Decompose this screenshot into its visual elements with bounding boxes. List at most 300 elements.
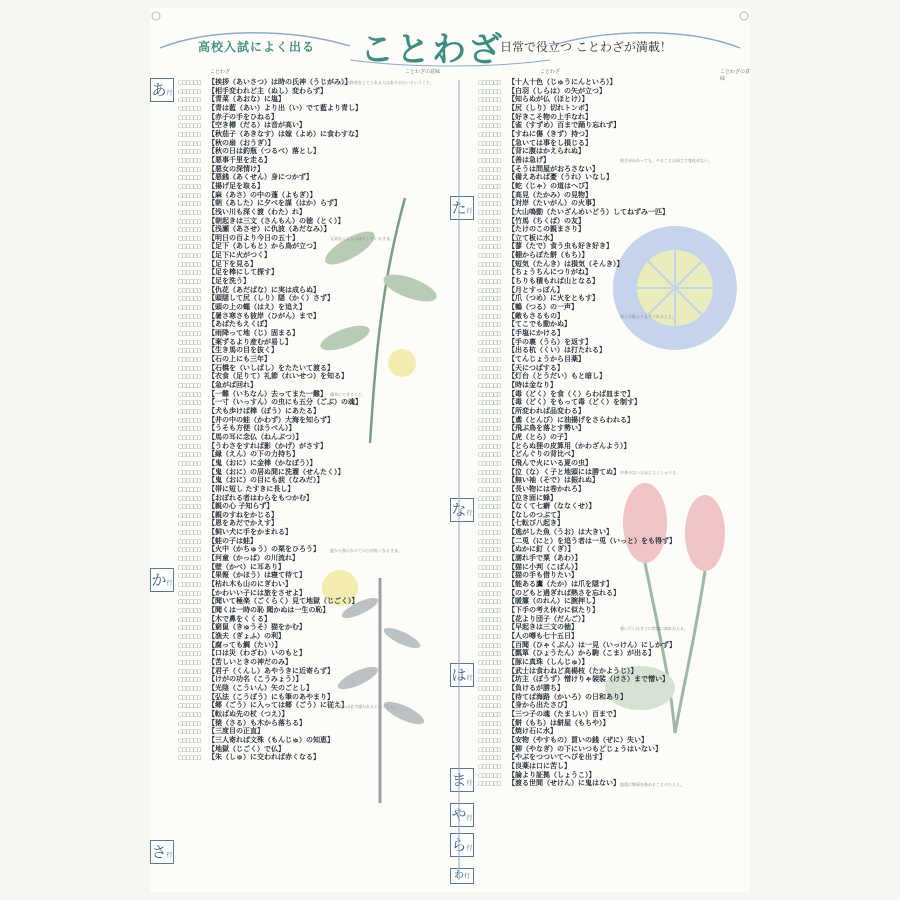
answer-blank: □□□□□□: [178, 417, 201, 424]
answer-blank: □□□□□□: [178, 88, 201, 95]
answer-blank: □□□□□□: [478, 763, 501, 770]
proverb-text: 【口は災（わざわ）いのもと】: [208, 649, 306, 658]
proverb-text: 【どんぐりの背比べ】: [508, 450, 578, 459]
kana-tab-ka[interactable]: か行: [150, 568, 174, 592]
answer-blank: □□□□□□: [478, 564, 501, 571]
answer-blank: □□□□□□: [178, 582, 201, 589]
proverb-text: 【七転び八起き】: [508, 519, 564, 528]
answer-blank: □□□□□□: [178, 201, 201, 208]
proverb-text: 【対岸（たいがん）の火事】: [508, 199, 599, 208]
proverb-text: 【瓢箪（ひょうたん）から駒（こま）が出る】: [508, 649, 655, 658]
proverb-row: [178, 268, 468, 277]
answer-blank: □□□□□□: [178, 538, 201, 545]
proverb-text: 【ぬかに釘（くぎ）】: [508, 545, 575, 554]
proverb-text: 【飛ぶ鳥を落とす勢い】: [508, 424, 585, 433]
answer-blank: □□□□□□: [178, 486, 201, 493]
meaning-hint: 慎重に物事を進めることのたとえ。: [620, 782, 685, 787]
proverb-text: 【けがの功名（こうみょう）】: [208, 675, 303, 684]
proverb-text: 【能ある鷹（たか）は爪を隠す】: [508, 580, 613, 589]
answer-blank: □□□□□□: [478, 729, 501, 736]
proverb-row: [178, 121, 468, 130]
answer-blank: □□□□□□: [478, 443, 501, 450]
proverb-row: [478, 130, 768, 139]
answer-blank: □□□□□□: [478, 625, 501, 632]
proverb-text: 【なしのつぶて】: [508, 510, 564, 519]
proverb-row: [178, 355, 468, 364]
answer-blank: □□□□□□: [178, 305, 201, 312]
proverb-text: 【地獄（じごく）で仏】: [208, 744, 285, 753]
proverb-row: [478, 641, 768, 650]
poster-sheet: [150, 8, 750, 892]
header: [150, 8, 750, 70]
proverb-row: [478, 346, 768, 355]
answer-blank: □□□□□□: [478, 80, 501, 86]
proverb-row: [178, 364, 468, 373]
answer-blank: □□□□□□: [178, 685, 201, 692]
proverb-text: 【下手の考え休むに似たり】: [508, 606, 599, 615]
answer-blank: □□□□□□: [178, 331, 201, 338]
proverb-text: 【悪女の深情け】: [208, 164, 264, 173]
answer-blank: □□□□□□: [178, 261, 201, 268]
proverb-text: 【やぶをつついてへびを出す】: [508, 753, 606, 762]
proverb-row: [478, 199, 768, 208]
proverb-row: [478, 632, 768, 641]
proverb-text: 【郷（ごう）に入っては郷（ごう）に従え】: [208, 701, 348, 710]
proverb-row: [478, 459, 768, 468]
proverb-row: [178, 242, 468, 251]
proverb-row: [478, 494, 768, 503]
answer-blank: □□□□□□: [478, 305, 501, 312]
answer-blank: □□□□□□: [478, 227, 501, 234]
proverb-row: [478, 416, 768, 425]
proverb-row: [178, 667, 468, 676]
proverb-row: [478, 519, 768, 528]
answer-blank: □□□□□□: [478, 253, 501, 260]
proverb-row: [478, 303, 768, 312]
answer-blank: □□□□□□: [478, 192, 501, 199]
proverb-text: 【親のすねをかじる】: [208, 510, 278, 519]
answer-blank: □□□□□□: [178, 642, 201, 649]
right-proverb-column: [478, 78, 768, 788]
proverb-text: 【たけのこの親まさり】: [508, 225, 585, 234]
proverb-row: [178, 623, 468, 632]
answer-blank: □□□□□□: [178, 235, 201, 242]
answer-blank: □□□□□□: [478, 755, 501, 762]
proverb-text: 【うそも方便（ほうべん）】: [208, 424, 296, 433]
proverb-text: 【麻（あさ）の中の蓬（よもぎ）】: [208, 190, 317, 199]
proverb-text: 【鳶（とんび）に油揚げをさらわれる】: [508, 415, 634, 424]
proverb-text: 【聞いて極楽（ごくらく）見て地獄（じごく）】: [208, 597, 359, 606]
proverb-text: 【秋の扇（おうぎ）】: [208, 138, 275, 147]
answer-blank: □□□□□□: [178, 391, 201, 398]
proverb-text: 【毒（どく）をもって毒（どく）を制す】: [508, 398, 641, 407]
proverb-text: 【身から出たさび】: [508, 701, 571, 710]
proverb-text: 【猫に小判（こばん）】: [508, 562, 582, 571]
proverb-text: 【坊主（ぼうず）憎けりゃ袈裟（けさ）まで憎い】: [508, 675, 669, 684]
proverb-text: 【恩をあだでかえす】: [208, 519, 278, 528]
proverb-text: 【飼い犬に手をかまれる】: [208, 528, 292, 537]
proverb-row: [478, 104, 768, 113]
proverb-row: [478, 381, 768, 390]
proverb-text: 【長い物には巻かれろ】: [508, 484, 585, 493]
answer-blank: □□□□□□: [478, 374, 501, 381]
answer-blank: □□□□□□: [478, 737, 501, 744]
answer-blank: □□□□□□: [178, 651, 201, 658]
proverb-row: [478, 450, 768, 459]
proverb-text: 【無い袖（そで）は振れぬ】: [508, 476, 599, 485]
proverb-text: 【月とすっぽん】: [508, 285, 564, 294]
answer-blank: □□□□□□: [478, 685, 501, 692]
proverb-text: 【渡る世間（せけん）に鬼はない】: [508, 779, 620, 788]
proverb-row: [478, 398, 768, 407]
proverb-text: 【聞くは一時の恥 聞かぬは一生の恥】: [208, 606, 330, 615]
proverb-row: [478, 294, 768, 303]
proverb-text: 【時は金なり】: [508, 380, 557, 389]
proverb-row: [178, 684, 468, 693]
proverb-text: 【光陰（こういん）矢のごとし】: [208, 683, 313, 692]
proverb-text: 【備えあれば憂（うれ）いなし】: [508, 173, 613, 182]
proverb-text: 【百聞（ひゃくぶん）は一見（いっけん）にしかず】: [508, 640, 676, 649]
proverb-text: 【青菜（あおな）に塩】: [208, 95, 285, 104]
proverb-row: [478, 745, 768, 754]
proverb-row: [178, 658, 468, 667]
answer-blank: □□□□□□: [178, 737, 201, 744]
proverb-row: [178, 199, 468, 208]
answer-blank: □□□□□□: [478, 140, 501, 147]
proverb-row: [478, 762, 768, 771]
answer-blank: □□□□□□: [178, 625, 201, 632]
answer-blank: □□□□□□: [178, 80, 201, 86]
proverb-row: [178, 710, 468, 719]
kana-tab-ta[interactable]: た行: [450, 196, 474, 220]
proverb-text: 【てんじょうから目薬】: [508, 355, 585, 363]
proverb-text: 【白羽（しらは）の矢が立つ】: [508, 86, 606, 95]
answer-blank: □□□□□□: [178, 746, 201, 753]
proverb-text: 【手塩にかける】: [508, 329, 564, 338]
proverb-row: [178, 113, 468, 122]
kana-tab-ya[interactable]: や行: [450, 803, 474, 827]
proverb-text: 【二兎（にと）を追う者は一兎（いっと）をも得ず】: [508, 536, 676, 545]
kana-tab-na[interactable]: な行: [450, 498, 474, 522]
proverb-text: 【急いては事をし損じる】: [508, 138, 592, 147]
kana-tab-wa[interactable]: わ行: [450, 868, 474, 884]
answer-blank: □□□□□□: [178, 590, 201, 597]
meaning-hint: 中身のない人ほどよくしゃべる。: [620, 470, 680, 475]
answer-blank: □□□□□□: [178, 634, 201, 640]
proverb-row: [178, 277, 468, 286]
kana-tab-ra[interactable]: ら行: [450, 833, 474, 857]
proverb-text: 【論より証拠（しょうこ）】: [508, 770, 596, 779]
proverb-text: 【一寸（いっすん）の虫にも五分（ごぶ）の魂】: [208, 398, 362, 407]
answer-blank: □□□□□□: [478, 417, 501, 424]
answer-blank: □□□□□□: [178, 192, 201, 199]
answer-blank: □□□□□□: [478, 357, 501, 363]
proverb-text: 【人の噂も七十五日】: [508, 632, 578, 640]
proverb-row: [178, 416, 468, 425]
proverb-text: 【石の上にも三年】: [208, 355, 271, 363]
answer-blank: □□□□□□: [178, 105, 201, 112]
proverb-row: [178, 165, 468, 174]
answer-blank: □□□□□□: [178, 400, 201, 407]
meaning-hint: 弟子が師よりもすぐれること。: [620, 314, 676, 319]
proverb-row: [178, 130, 468, 139]
answer-blank: □□□□□□: [478, 582, 501, 589]
answer-blank: □□□□□□: [478, 348, 501, 355]
answer-blank: □□□□□□: [178, 149, 201, 156]
proverb-text: 【苦しいときの神だのみ】: [208, 657, 292, 666]
proverb-text: 【泣（な）く子と地頭には勝てぬ】: [508, 467, 620, 476]
answer-blank: □□□□□□: [478, 746, 501, 753]
answer-blank: □□□□□□: [178, 426, 201, 433]
proverb-text: 【朱（しゅ）に交われば赤くなる】: [208, 753, 320, 762]
proverb-row: [178, 407, 468, 416]
proverb-text: 【安物（やすもの）買いの銭（ぜに）失い】: [508, 735, 648, 744]
proverb-text: 【あばたもえくぼ】: [208, 320, 271, 329]
answer-blank: □□□□□□: [478, 478, 501, 485]
meaning-hint: 悪い行いはすぐに世間に知れわたる。: [620, 626, 688, 631]
answer-blank: □□□□□□: [178, 287, 201, 294]
proverb-text: 【毒（どく）を食（く）らわば皿まで】: [508, 389, 634, 398]
proverb-row: [478, 182, 768, 191]
proverb-row: [478, 701, 768, 710]
proverb-row: [178, 528, 468, 537]
proverb-text: 【木で鼻をくくる】: [208, 614, 271, 623]
proverb-row: [178, 156, 468, 165]
answer-blank: □□□□□□: [478, 573, 501, 580]
proverb-text: 【高見（たかみ）の見物】: [508, 190, 592, 199]
proverb-text: 【帯に短し たすきに長し】: [208, 484, 295, 493]
proverb-text: 【棚からぼた餅（もち）】: [508, 251, 589, 260]
proverb-row: [178, 104, 468, 113]
proverb-text: 【暑さ寒さも彼岸（ひがん）まで】: [208, 311, 320, 320]
answer-blank: □□□□□□: [178, 313, 201, 320]
proverb-text: 【青は藍（あい）より出（い）でて藍より青し】: [208, 103, 362, 112]
proverb-text: 【相手変われど主（ぬし）変わらず】: [208, 86, 327, 95]
proverb-text: 【秋の日は釣瓶（つるべ）落とし】: [208, 147, 320, 156]
proverb-text: 【蛇（じゃ）の道はへび】: [508, 181, 592, 190]
answer-blank: □□□□□□: [178, 703, 201, 710]
proverb-text: 【おぼれる者はわらをもつかむ】: [208, 493, 313, 502]
answer-blank: □□□□□□: [478, 608, 501, 615]
proverb-text: 【柳（やなぎ）の下にいつもどじょうはいない】: [508, 744, 662, 753]
answer-blank: □□□□□□: [478, 538, 501, 545]
proverb-text: 【天につばする】: [508, 363, 564, 372]
answer-blank: □□□□□□: [178, 547, 201, 554]
proverb-text: 【足下（あしもと）から鳥が立つ】: [208, 242, 320, 251]
proverb-text: 【井の中の蛙（かわず）大海を知らず】: [208, 415, 334, 424]
proverb-text: 【浅瀬（あさせ）に仇波（あだなみ）】: [208, 225, 331, 234]
proverb-row: [178, 554, 468, 563]
answer-blank: □□□□□□: [178, 495, 201, 502]
proverb-row: [178, 727, 468, 736]
answer-blank: □□□□□□: [478, 218, 501, 225]
answer-blank: □□□□□□: [178, 374, 201, 381]
answer-blank: □□□□□□: [478, 400, 501, 407]
proverb-row: [178, 459, 468, 468]
proverb-text: 【頭の上の蠅（はえ）を追え】: [208, 303, 306, 312]
proverb-text: 【挨拶（あいさつ）は時の氏神（うじがみ）】: [208, 78, 352, 86]
answer-blank: □□□□□□: [178, 599, 201, 606]
proverb-text: 【敵もさるもの】: [508, 311, 564, 320]
proverb-text: 【浅い川も深く渡（わた）れ】: [208, 207, 306, 216]
answer-blank: □□□□□□: [478, 720, 501, 727]
proverb-text: 【足を棒にして探す】: [208, 268, 278, 277]
answer-blank: □□□□□□: [478, 651, 501, 658]
proverb-row: [178, 745, 468, 754]
answer-blank: □□□□□□: [478, 261, 501, 268]
proverb-row: [478, 242, 768, 251]
proverb-row: [178, 147, 468, 156]
answer-blank: □□□□□□: [478, 183, 501, 190]
answer-blank: □□□□□□: [478, 590, 501, 597]
proverb-row: [178, 571, 468, 580]
tagline: 日常で役立つ ことわざが満載！: [500, 40, 672, 54]
answer-blank: □□□□□□: [478, 279, 501, 286]
kana-tab-ma[interactable]: ま行: [450, 768, 474, 792]
proverb-text: 【なくて七癖（ななくせ）】: [508, 502, 596, 511]
proverb-row: [478, 208, 768, 217]
answer-blank: □□□□□□: [178, 694, 201, 701]
answer-blank: □□□□□□: [178, 755, 201, 762]
answer-blank: □□□□□□: [178, 97, 201, 104]
proverb-row: [478, 545, 768, 554]
answer-blank: □□□□□□: [478, 668, 501, 675]
answer-blank: □□□□□□: [178, 469, 201, 476]
kana-tab-ha[interactable]: は行: [450, 663, 474, 687]
proverb-row: [178, 476, 468, 485]
proverb-text: 【犬も歩けば棒（ぼう）にあたる】: [208, 406, 320, 415]
proverb-row: [178, 442, 468, 451]
proverb-row: [478, 78, 768, 87]
answer-blank: □□□□□□: [178, 720, 201, 727]
proverb-text: 【早起きは三文の徳】: [508, 623, 578, 632]
page-title: ことわざ: [360, 30, 504, 70]
proverb-row: [478, 727, 768, 736]
answer-blank: □□□□□□: [178, 659, 201, 666]
answer-blank: □□□□□□: [478, 114, 501, 121]
proverb-row: [478, 736, 768, 745]
proverb-text: 【豚に真珠（しんじゅ）】: [508, 657, 589, 666]
answer-blank: □□□□□□: [178, 365, 201, 372]
answer-blank: □□□□□□: [478, 659, 501, 666]
answer-blank: □□□□□□: [178, 564, 201, 571]
proverb-row: [478, 710, 768, 719]
answer-blank: □□□□□□: [178, 339, 201, 346]
answer-blank: □□□□□□: [178, 166, 201, 173]
answer-blank: □□□□□□: [178, 322, 201, 329]
answer-blank: □□□□□□: [478, 157, 501, 164]
proverb-row: [178, 217, 468, 226]
proverb-row: [178, 649, 468, 658]
answer-blank: □□□□□□: [178, 382, 201, 389]
proverb-row: [478, 719, 768, 728]
proverb-row: [178, 502, 468, 511]
proverb-text: 【鶴（つる）の一声】: [508, 303, 578, 312]
kana-tab-sa[interactable]: さ行: [150, 840, 174, 864]
proverb-row: [478, 147, 768, 156]
kana-tab-a[interactable]: あ行: [150, 78, 174, 102]
proverb-text: 【空き樽（だる）は音が高い】: [208, 121, 306, 130]
proverb-row: [478, 113, 768, 122]
proverb-row: [478, 139, 768, 148]
proverb-row: [178, 294, 468, 303]
proverb-text: 【明日の百より今日の五十】: [208, 233, 299, 242]
proverb-text: 【石橋を（いしばし）をたたいて渡る】: [208, 363, 334, 372]
proverb-row: [178, 693, 468, 702]
proverb-text: 【のどもと過ぎれば熱さを忘れる】: [508, 588, 620, 597]
proverb-row: [178, 191, 468, 200]
answer-blank: □□□□□□: [478, 781, 501, 788]
proverb-text: 【生き馬の目を抜く】: [208, 346, 278, 355]
answer-blank: □□□□□□: [478, 521, 501, 528]
answer-blank: □□□□□□: [478, 469, 501, 476]
proverb-row: [478, 528, 768, 537]
answer-blank: □□□□□□: [178, 504, 201, 511]
answer-blank: □□□□□□: [478, 209, 501, 216]
meaning-hint: 元気なくしょんぼりしているさま。: [330, 236, 394, 241]
proverb-row: [478, 217, 768, 226]
proverb-text: 【縁（えん）の下の力持ち】: [208, 450, 299, 459]
answer-blank: □□□□□□: [178, 296, 201, 303]
answer-blank: □□□□□□: [478, 331, 501, 338]
proverb-row: [478, 649, 768, 658]
proverb-row: [178, 641, 468, 650]
answer-blank: □□□□□□: [478, 556, 501, 563]
proverb-text: 【焼け石に水】: [508, 727, 557, 736]
proverb-text: 【花より団子（だんご）】: [508, 614, 589, 623]
proverb-row: [478, 225, 768, 234]
answer-blank: □□□□□□: [478, 105, 501, 112]
proverb-text: 【朝（あした）に夕べを謀（はか）らず】: [208, 199, 341, 208]
proverb-row: [478, 407, 768, 416]
proverb-text: 【背に腹はかえられぬ】: [508, 147, 585, 156]
proverb-row: [478, 251, 768, 260]
proverb-text: 【仇花（あだばな）に実は成らぬ】: [208, 285, 320, 294]
answer-blank: □□□□□□: [178, 131, 201, 138]
proverb-row: [178, 182, 468, 191]
proverb-row: [178, 251, 468, 260]
proverb-row: [178, 225, 468, 234]
proverb-text: 【とらぬ狸の皮算用（かわざんよう）】: [508, 441, 631, 450]
answer-blank: □□□□□□: [478, 530, 501, 537]
proverb-text: 【鬼（おに）の目にも涙（なみだ）】: [208, 476, 324, 485]
answer-blank: □□□□□□: [178, 608, 201, 615]
proverb-text: 【すねに傷（きず）持つ】: [508, 129, 592, 138]
proverb-text: 【窮鼠（きゅうそ）猫をかむ】: [208, 623, 306, 632]
answer-blank: □□□□□□: [178, 253, 201, 260]
proverb-row: [478, 442, 768, 451]
proverb-text: 【立て板に水】: [508, 233, 557, 242]
proverb-text: 【一難（いちなん）去ってまた一難】: [208, 389, 327, 398]
left-column-header: ことわざ: [210, 69, 231, 75]
answer-blank: □□□□□□: [478, 452, 501, 459]
proverb-text: 【蓼（たで）食う虫も好き好き】: [508, 242, 613, 251]
proverb-row: [178, 632, 468, 641]
answer-blank: □□□□□□: [478, 149, 501, 156]
answer-blank: □□□□□□: [178, 556, 201, 563]
proverb-text: 【足下に火がつく】: [208, 251, 271, 260]
right-meaning-header: ことわざの意味: [720, 69, 751, 82]
answer-blank: □□□□□□: [478, 408, 501, 415]
proverb-row: [478, 191, 768, 200]
proverb-text: 【餅（もち）は餅屋（もちや）】: [508, 718, 610, 727]
proverb-row: [478, 597, 768, 606]
proverb-row: [478, 320, 768, 329]
answer-blank: □□□□□□: [178, 729, 201, 736]
proverb-row: [178, 95, 468, 104]
meaning-hint: 努力すれば必ず報われるということ。: [330, 704, 398, 709]
proverb-row: [478, 121, 768, 130]
